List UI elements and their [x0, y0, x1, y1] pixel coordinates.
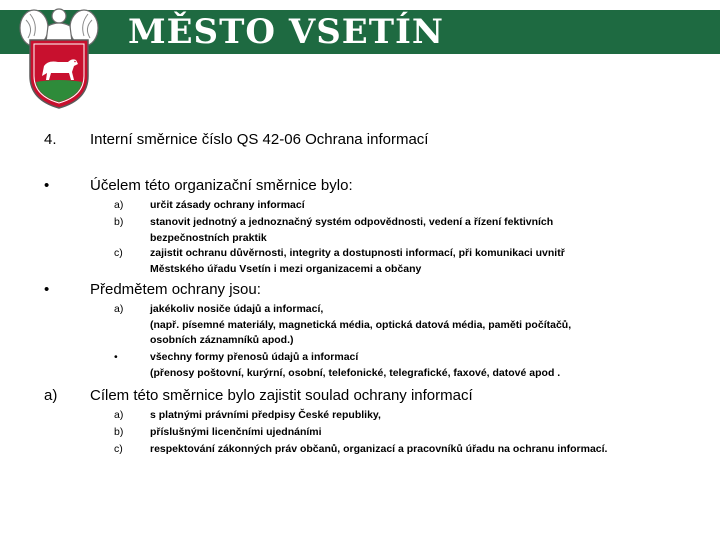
bullet: •	[44, 281, 50, 298]
list-item-text: s platnými právními předpisy České republiky,	[150, 409, 381, 421]
section-title: Interní směrnice číslo QS 42-06 Ochrana informací	[90, 131, 429, 148]
list-marker: b)	[114, 426, 124, 438]
list-marker: •	[114, 351, 118, 363]
goal-heading-text: Cílem této směrnice bylo zajistit soulad ochrany informací	[90, 387, 473, 404]
list-item-text: příslušnými licenčními ujednáními	[150, 426, 322, 438]
list-marker: a)	[114, 199, 124, 211]
section-number: 4.	[44, 131, 57, 148]
list-marker: a)	[114, 303, 124, 315]
list-item-text: Městského úřadu Vsetín i mezi organizacemi a občany	[150, 262, 422, 275]
list-item-text: bezpečnostních praktik	[150, 231, 267, 244]
subject-heading-text: Předmětem ochrany jsou:	[90, 281, 261, 298]
list-item-text: zajistit ochranu důvěrnosti, integrity a dostupnosti informací, při komunikaci uvnitř	[150, 247, 565, 259]
bullet: •	[44, 177, 50, 194]
list-item-text: stanovit jednotný a jednoznačný systém odpovědnosti, vedení a řízení fektivních	[150, 216, 554, 228]
list-marker: a)	[114, 409, 124, 421]
list-marker: c)	[114, 443, 123, 455]
list-item-text: respektování zákonných práv občanů, organizací a pracovníků úřadu na ochranu informací.	[150, 443, 608, 455]
list-marker: b)	[114, 216, 124, 228]
list-marker: a)	[44, 387, 58, 404]
list-item-text: (přenosy poštovní, kurýrní, osobní, telefonické, telegrafické, faxové, datové apod .	[150, 366, 561, 379]
list-item-text: určit zásady ochrany informací	[150, 199, 305, 211]
list-item-text: všechny formy přenosů údajů a informací	[150, 351, 359, 363]
vsetin-coat-of-arms-icon	[18, 6, 100, 110]
list-item-text: (např. písemné materiály, magnetická média, optická datová média, paměti počítačů,	[150, 318, 572, 331]
list-item-text: jakékoliv nosiče údajů a informací,	[150, 303, 324, 315]
page-title: MĚSTO VSETÍN	[128, 12, 444, 52]
header	[0, 0, 720, 112]
purpose-heading-text: Účelem této organizační směrnice bylo:	[90, 177, 353, 194]
list-marker: c)	[114, 247, 123, 259]
list-item-text: osobních záznamníků apod.)	[150, 334, 294, 346]
